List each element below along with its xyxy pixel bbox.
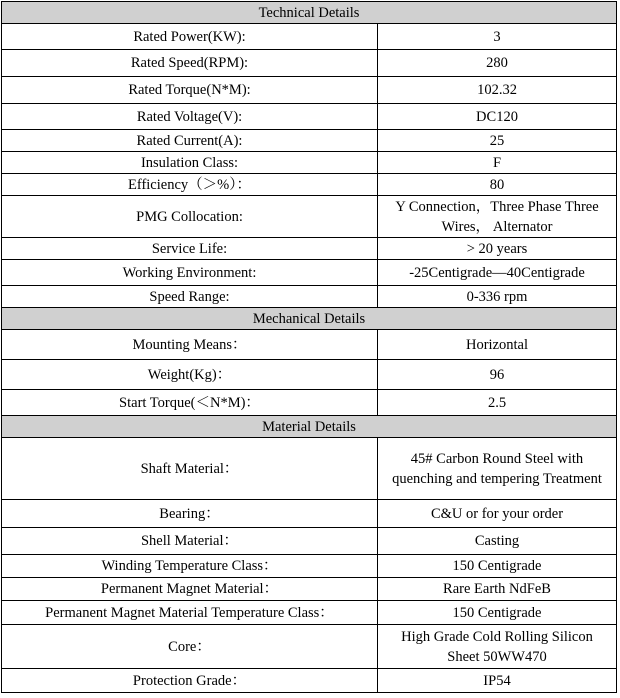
row-value: 150 Centigrade — [378, 555, 617, 578]
table-row — [2, 601, 617, 625]
row-label: Mounting Means： — [2, 330, 378, 360]
row-label: Working Environment: — [2, 260, 378, 286]
table-row — [2, 196, 617, 238]
table-row — [2, 77, 617, 104]
row-label: Permanent Magnet Material： — [2, 578, 378, 601]
row-label: Permanent Magnet Material Temperature Class： — [2, 601, 378, 625]
table-row — [2, 625, 617, 669]
table-row — [2, 330, 617, 360]
row-value: 25 — [378, 130, 617, 152]
row-value: DC120 — [378, 104, 617, 130]
table-row — [2, 578, 617, 601]
section-header-mechanical: Mechanical Details — [2, 308, 617, 330]
row-value: IP54 — [378, 669, 617, 693]
row-label: Bearing： — [2, 500, 378, 528]
row-value: Horizontal — [378, 330, 617, 360]
row-value: 0-336 rpm — [378, 286, 617, 308]
row-label: Speed Range: — [2, 286, 378, 308]
row-label: Core： — [2, 625, 378, 669]
spec-table — [1, 1, 617, 693]
row-value: 80 — [378, 174, 617, 196]
row-value: High Grade Cold Rolling Silicon Sheet 50WW470 — [378, 625, 617, 669]
row-label: Shaft Material： — [2, 438, 378, 500]
row-value: 2.5 — [378, 390, 617, 416]
row-value: 280 — [378, 50, 617, 77]
table-row — [2, 260, 617, 286]
row-value: Rare Earth NdFeB — [378, 578, 617, 601]
table-row — [2, 669, 617, 693]
table-row — [2, 152, 617, 174]
row-value: 45# Carbon Round Steel with quenching and tempering Treatment — [378, 438, 617, 500]
row-label: Rated Speed(RPM): — [2, 50, 378, 77]
table-row — [2, 174, 617, 196]
row-label: Shell Material： — [2, 528, 378, 555]
row-label: PMG Collocation: — [2, 196, 378, 238]
row-value: C&U or for your order — [378, 500, 617, 528]
row-label: Rated Power(KW): — [2, 24, 378, 50]
table-row — [2, 50, 617, 77]
row-label: Efficiency（＞%）： — [2, 174, 378, 196]
row-label: Start Torque(＜N*M)： — [2, 390, 378, 416]
table-row — [2, 286, 617, 308]
section-header-material: Material Details — [2, 416, 617, 438]
row-label: Insulation Class: — [2, 152, 378, 174]
row-label: Service Life: — [2, 238, 378, 260]
row-value: 96 — [378, 360, 617, 390]
row-value: 150 Centigrade — [378, 601, 617, 625]
row-value: 102.32 — [378, 77, 617, 104]
row-value: Casting — [378, 528, 617, 555]
row-value: F — [378, 152, 617, 174]
row-value: 3 — [378, 24, 617, 50]
row-label: Rated Current(A): — [2, 130, 378, 152]
row-label: Winding Temperature Class： — [2, 555, 378, 578]
table-row — [2, 104, 617, 130]
table-row — [2, 500, 617, 528]
table-row — [2, 238, 617, 260]
row-value: Y Connection，Three Phase Three Wires， Alternator — [378, 196, 617, 238]
row-label: Rated Voltage(V): — [2, 104, 378, 130]
table-row — [2, 24, 617, 50]
section-header-technical: Technical Details — [2, 2, 617, 24]
table-row — [2, 555, 617, 578]
table-row — [2, 360, 617, 390]
row-label: Weight(Kg)： — [2, 360, 378, 390]
table-row — [2, 438, 617, 500]
row-label: Rated Torque(N*M): — [2, 77, 378, 104]
table-row — [2, 130, 617, 152]
table-row — [2, 528, 617, 555]
row-value: > 20 years — [378, 238, 617, 260]
row-label: Protection Grade： — [2, 669, 378, 693]
table-row — [2, 390, 617, 416]
row-value: -25Centigrade—40Centigrade — [378, 260, 617, 286]
